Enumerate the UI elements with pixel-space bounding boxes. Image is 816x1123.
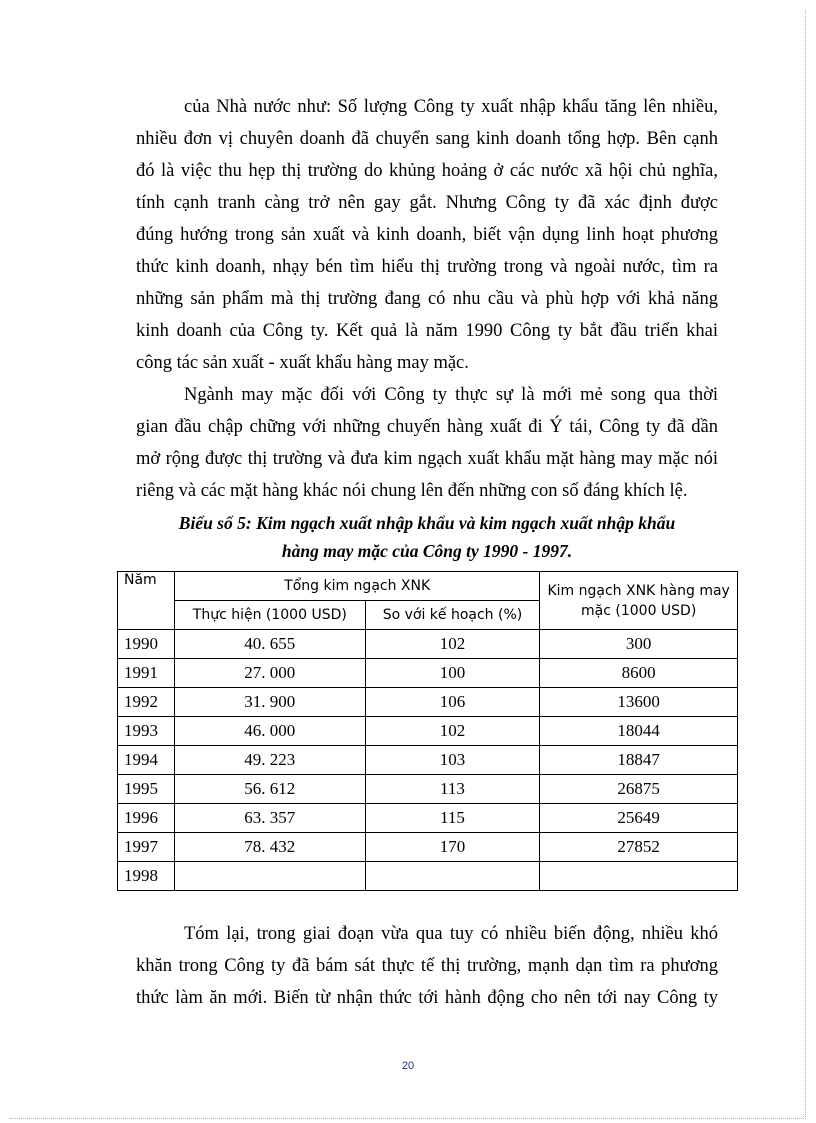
cell-garment: 18044 xyxy=(540,717,738,746)
caption-line: Biểu số 5: Kim ngạch xuất nhập khẩu và kim ngạch xuất nhập khẩu xyxy=(178,513,676,533)
page-number: 20 xyxy=(401,1060,415,1072)
cell-year: 1996 xyxy=(118,804,175,833)
text-line: riêng và các mặt hàng khác nói chung lên đến những con số đáng khích lệ. xyxy=(136,481,688,501)
header-year: Năm xyxy=(118,572,175,630)
text-line: đúng hướng trong sản xuất và kinh doanh, biết vận dụng linh hoạt phương xyxy=(136,225,718,245)
header-actual: Thực hiện (1000 USD) xyxy=(174,601,365,630)
table-caption xyxy=(136,509,718,565)
cell-plan xyxy=(365,862,540,891)
cell-year: 1995 xyxy=(118,775,175,804)
text-line: thức làm ăn mới. Biến từ nhận thức tới hành động cho nên tới nay Công ty xyxy=(136,988,718,1008)
cell-plan: 100 xyxy=(365,659,540,688)
table-row xyxy=(118,804,738,833)
text-line: Ngành may mặc đối với Công ty thực sự là mới mẻ song qua thời xyxy=(184,385,718,405)
text-line: mở rộng được thị trường và đưa kim ngạch xuất khẩu mặt hàng may mặc nói xyxy=(136,449,718,469)
table-row xyxy=(118,688,738,717)
text-line: thức kinh doanh, nhạy bén tìm hiểu thị trường trong và ngoài nước, tìm ra xyxy=(136,257,718,277)
table-row xyxy=(118,862,738,891)
cell-garment xyxy=(540,862,738,891)
table-row xyxy=(118,717,738,746)
body-text-bottom xyxy=(136,918,718,1014)
text-line: công tác sản xuất - xuất khẩu hàng may mặc. xyxy=(136,353,469,373)
caption-line: hàng may mặc của Công ty 1990 - 1997. xyxy=(281,541,573,561)
header-plan: So với kế hoạch (%) xyxy=(365,601,540,630)
cell-year: 1998 xyxy=(118,862,175,891)
cell-year: 1991 xyxy=(118,659,175,688)
cell-actual: 49. 223 xyxy=(174,746,365,775)
text-line: nhiều đơn vị chuyên doanh đã chuyển sang kinh doanh tổng hợp. Bên cạnh xyxy=(136,129,718,149)
header-total: Tổng kim ngạch XNK xyxy=(174,572,539,601)
cell-actual: 31. 900 xyxy=(174,688,365,717)
header-garment: Kim ngạch XNK hàng may mặc (1000 USD) xyxy=(540,572,738,630)
text-line: đó là việc thu hẹp thị trường do khủng hoảng ở các nước xã hội chủ nghĩa, xyxy=(136,161,718,181)
paragraph-1 xyxy=(136,91,718,379)
cell-year: 1992 xyxy=(118,688,175,717)
cell-plan: 102 xyxy=(365,717,540,746)
cell-garment: 25649 xyxy=(540,804,738,833)
text-line: của Nhà nước như: Số lượng Công ty xuất nhập khẩu tăng lên nhiều, xyxy=(184,97,718,117)
cell-year: 1990 xyxy=(118,630,175,659)
text-line: gian đầu chập chững với những chuyến hàng xuất đi Ý tái, Công ty đã dần xyxy=(136,417,718,437)
cell-actual: 56. 612 xyxy=(174,775,365,804)
cell-actual: 46. 000 xyxy=(174,717,365,746)
cell-garment: 300 xyxy=(540,630,738,659)
cell-plan: 106 xyxy=(365,688,540,717)
text-line: kinh doanh của Công ty. Kết quả là năm 1990 Công ty bắt đầu triển khai xyxy=(136,321,718,341)
cell-actual xyxy=(174,862,365,891)
paragraph-2 xyxy=(136,379,718,507)
cell-garment: 8600 xyxy=(540,659,738,688)
cell-garment: 26875 xyxy=(540,775,738,804)
cell-actual: 78. 432 xyxy=(174,833,365,862)
table-row xyxy=(118,746,738,775)
cell-actual: 27. 000 xyxy=(174,659,365,688)
table-row xyxy=(118,833,738,862)
cell-garment: 27852 xyxy=(540,833,738,862)
paragraph-3 xyxy=(136,918,718,1014)
cell-plan: 103 xyxy=(365,746,540,775)
text-line: những sản phẩm mà thị trường đang có nhu cầu và phù hợp với khả năng xyxy=(136,289,718,309)
table-row xyxy=(118,659,738,688)
table-row xyxy=(118,775,738,804)
cell-actual: 40. 655 xyxy=(174,630,365,659)
table-row xyxy=(118,630,738,659)
cell-year: 1993 xyxy=(118,717,175,746)
cell-plan: 115 xyxy=(365,804,540,833)
cell-garment: 18847 xyxy=(540,746,738,775)
text-line: khăn trong Công ty đã bám sát thực tế thị trường, mạnh dạn tìm ra phương xyxy=(136,956,718,976)
cell-garment: 13600 xyxy=(540,688,738,717)
cell-plan: 170 xyxy=(365,833,540,862)
text-line: tính cạnh tranh càng trở nên gay gắt. Nhưng Công ty đã xác định được xyxy=(136,193,718,213)
cell-actual: 63. 357 xyxy=(174,804,365,833)
body-text-top xyxy=(136,91,718,565)
cell-year: 1994 xyxy=(118,746,175,775)
cell-plan: 113 xyxy=(365,775,540,804)
export-import-table xyxy=(117,571,738,891)
cell-year: 1997 xyxy=(118,833,175,862)
text-line: Tóm lại, trong giai đoạn vừa qua tuy có nhiều biến động, nhiều khó xyxy=(184,924,718,944)
cell-plan: 102 xyxy=(365,630,540,659)
